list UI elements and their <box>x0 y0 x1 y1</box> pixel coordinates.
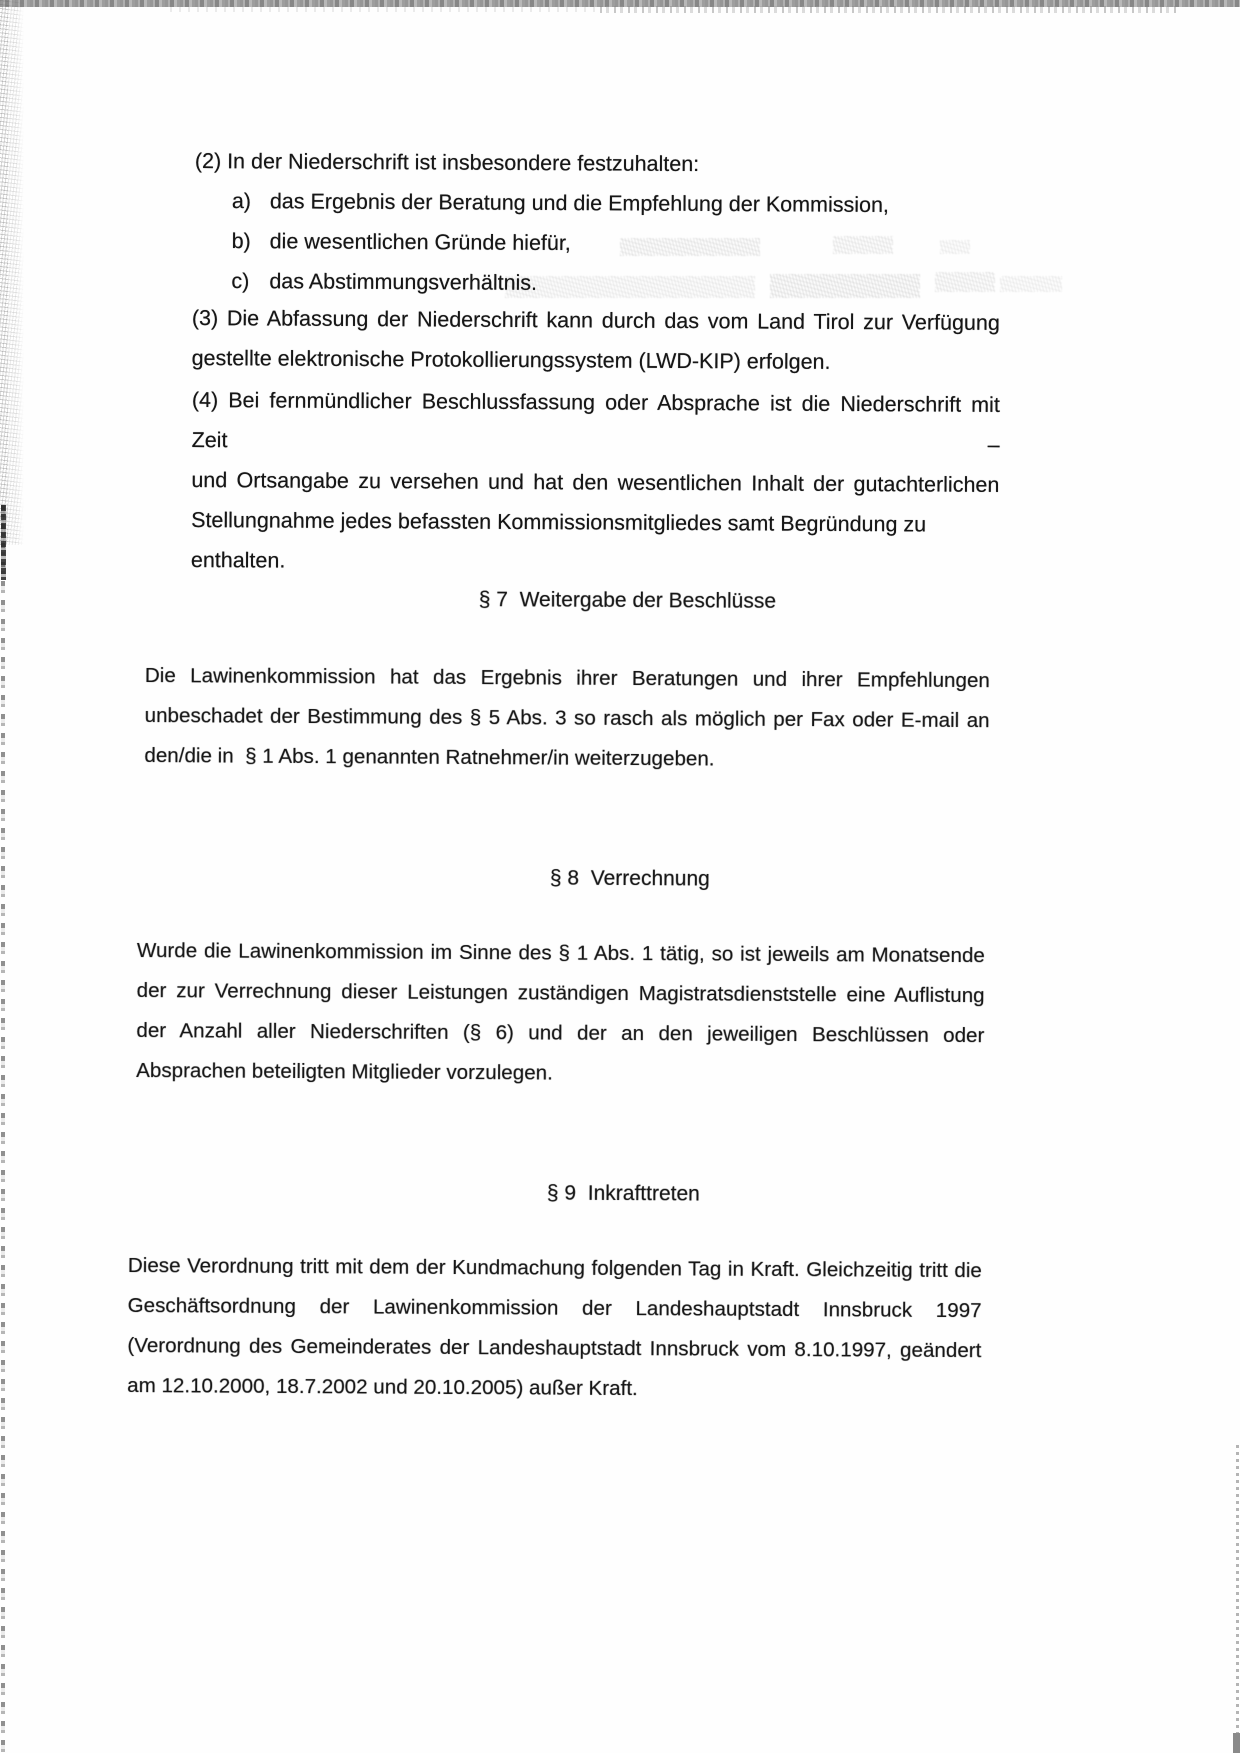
text-line: (2) In der Niederschrift ist insbesondere festzuhalten: <box>194 148 700 177</box>
text-line: Absprachen beteiligten Mitglieder vorzulegen. <box>136 1058 553 1085</box>
heading-section-8: § 8 Verrechnung <box>549 866 710 891</box>
text-line: (4) Bei fernmündlicher Beschlussfassung oder Absprache ist die Niederschrift mit Zeit – <box>191 387 1000 457</box>
list-marker: b) <box>231 228 251 254</box>
text-line: am 12.10.2000, 18.7.2002 und 20.10.2005) außer Kraft. <box>127 1373 638 1401</box>
paragraph-4 <box>191 380 1000 585</box>
paragraph-3 <box>192 298 1000 383</box>
text-line: Wurde die Lawinenkommission im Sinne des § 1 Abs. 1 tätig, so ist jeweils am Monatsende <box>136 938 985 968</box>
scan-left-edge-line-dark <box>1 505 6 580</box>
scan-left-edge-line <box>1 505 5 1753</box>
text-line: Geschäftsordnung der Lawinenkommission der Landeshauptstadt Innsbruck 1997 <box>127 1293 982 1323</box>
paragraph-section-9 <box>127 1246 982 1411</box>
text-line: Diese Verordnung tritt mit dem der Kundmachung folgenden Tag in Kraft. Gleichzeitig tritt die <box>127 1253 982 1283</box>
text-line: (3) Die Abfassung der Niederschrift kann durch das vom Land Tirol zur Verfügung <box>191 305 1000 335</box>
list-item-b <box>232 221 1022 266</box>
scan-noise-top-band-right <box>600 6 1180 13</box>
text-line: Die Lawinenkommission hat das Ergebnis ihrer Beratungen und ihrer Empfehlungen <box>144 663 990 693</box>
text-line: und Ortsangabe zu versehen und hat den wesentlichen Inhalt der gutachterlichen <box>191 467 1000 497</box>
heading-section-9: § 9 Inkrafttreten <box>546 1181 700 1206</box>
paragraph-2 <box>195 141 1005 186</box>
list-marker: c) <box>231 268 250 294</box>
scan-right-edge-dots <box>1236 1445 1239 1753</box>
scan-noise-top-band-center <box>170 7 600 12</box>
list-text: das Abstimmungsverhältnis. <box>269 269 538 295</box>
scan-corner-mark <box>1233 1733 1240 1753</box>
list-marker: a) <box>231 188 252 214</box>
scan-noise-top-band <box>0 0 1240 7</box>
list-item-a <box>232 181 1022 226</box>
list-text: die wesentlichen Gründe hiefür, <box>269 229 571 256</box>
heading-section-7: § 7 Weitergabe der Beschlüsse <box>478 588 777 613</box>
text-line: unbeschadet der Bestimmung des § 5 Abs. 3 so rasch als möglich per Fax oder E-mail an <box>144 703 990 733</box>
paragraph-section-7 <box>144 656 990 781</box>
paragraph-section-8 <box>136 931 985 1096</box>
list-text: das Ergebnis der Beratung und die Empfehlung der Kommission, <box>269 189 890 218</box>
text-line: gestellte elektronische Protokollierungssystem (LWD-KIP) erfolgen. <box>191 345 831 374</box>
text-line: Stellungnahme jedes befassten Kommissionsmitgliedes samt Begründung zu enthalten. <box>190 507 933 573</box>
text-line: (Verordnung des Gemeinderates der Landeshauptstadt Innsbruck vom 8.10.1997, geändert <box>127 1333 982 1363</box>
text-line: der Anzahl aller Niederschriften (§ 6) und der an den jeweiligen Beschlüssen oder <box>136 1018 985 1048</box>
text-line: der zur Verrechnung dieser Leistungen zuständigen Magistratsdienststelle eine Auflistung <box>136 978 985 1008</box>
scan-noise-left-edge <box>0 0 26 545</box>
text-line: den/die in § 1 Abs. 1 genannten Ratnehmer/in weiterzugeben. <box>144 743 715 771</box>
list-a-b-c <box>231 181 1022 306</box>
